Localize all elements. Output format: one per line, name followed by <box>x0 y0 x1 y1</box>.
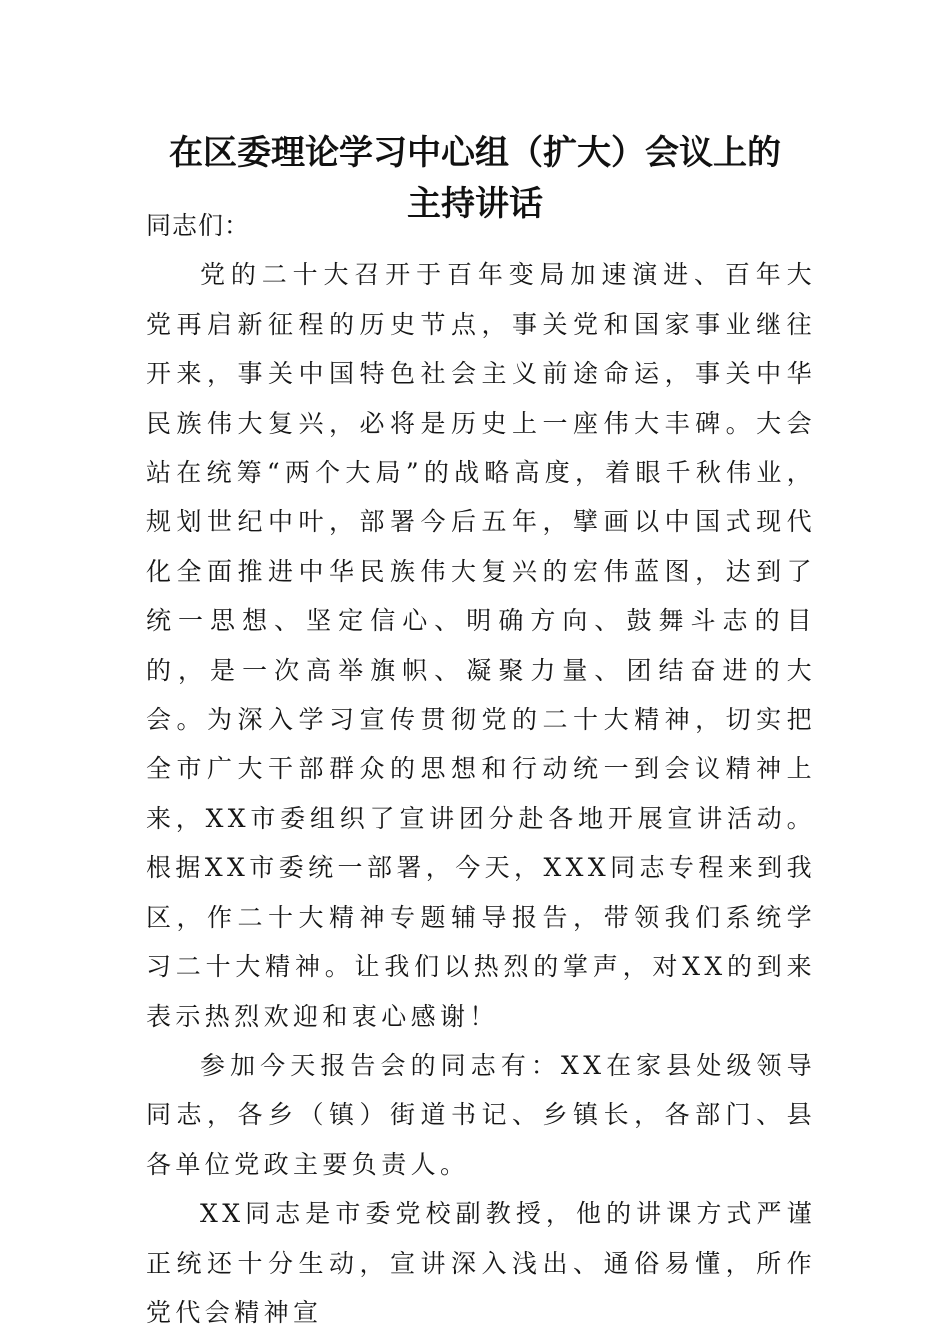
document-title-line-1: 在区委理论学习中心组（扩大）会议上的 <box>169 133 781 173</box>
paragraph-attendees: 参加今天报告会的同志有：XX在家县处级领导同志，各乡（镇）街道书记、乡镇长，各部门、县各单位党政主要负责人。 <box>146 1050 816 1179</box>
paragraph-opening: 党的二十大召开于百年变局加速演进、百年大党再启新征程的历史节点，事关党和国家事业继往开来，事关中国特色社会主义前途命运，事关中华民族伟大复兴，必将是历史上一座伟大丰碑。大会站在统筹“两个大局”的战略高度，着眼千秋伟业，规划世纪中叶，部署今后五年，擘画以中国式现代化全面推进中华民族伟大复兴的宏伟蓝图，达到了统一思想、坚定信心、明确方向、鼓舞斗志的目的，是一次高举旗帜、凝聚力量、团结奋进的大会。为深入学习宣传贯彻党的二十大精神，切实把全市广大干部群众的思想和行动统一到会议精神上来，XX市委组织了宣讲团分赴各地开展宣讲活动。根据XX市委统一部署，今天，XXX同志专程来到我区，作二十大精神专题辅导报告，带领我们系统学习二十大精神。让我们以热烈的掌声，对XX的到来表示热烈欢迎和衷心感谢！ <box>146 260 816 1031</box>
document-body <box>146 201 816 1337</box>
salutation: 同志们： <box>146 211 251 240</box>
document-title-line-2: 主持讲话 <box>407 184 543 224</box>
paragraph-speaker-intro: XX同志是市委党校副教授，他的讲课方式严谨正统还十分生动，宣讲深入浅出、通俗易懂，所作党代会精神宣 <box>146 1199 816 1327</box>
